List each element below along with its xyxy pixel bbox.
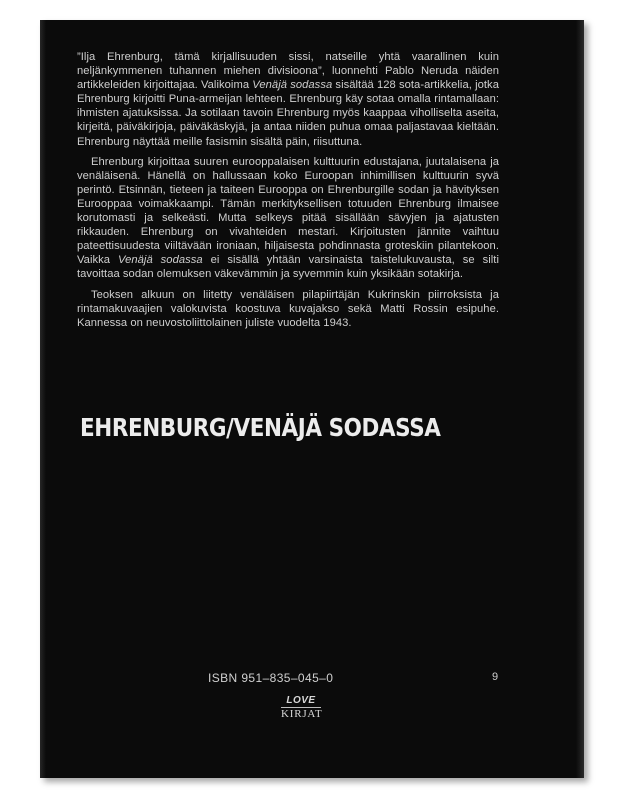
publisher-logo — [281, 696, 321, 722]
cover-left-edge — [40, 20, 46, 778]
blurb-p1-text-a: ”Ilja Ehrenburg, tämä kirjallisuuden sissi, natseille yhtä vaarallinen kuin neljänkymmenen tuhannen miehen divisioona”, luonnehti Pablo Neruda näiden artikkeleiden kirjoittajaa. Valikoima — [77, 51, 499, 92]
blurb-p2-text-a: Ehrenburg kirjoittaa suuren eurooppalaisen kulttuurin edustajana, juutalaisena ja venäläisenä. Hänellä on hallussaan koko Euroopan inhimillisen kulttuurin syvä perintö. Etsinnän, tieteen ja taiteen Eurooppa on Ehrenburgille sodan ja hävityksen Eurooppaa voimakkaampi. Tämän merkityksellisen totuuden Ehrenburg ilmaisee korutomasti ja selkeästi. Mutta selkeys pitää sisällään sävyjen ja ajatusten rikkauden. Ehrenburg on vivahteiden mestari. Kirjoitusten jännite vaihtuu pateettisuudesta viiltävään ironiaan, hiljaisesta pohdinnasta groteskiin pilantekoon. Vaikka — [77, 155, 499, 267]
blurb-p1-text-b: sisältää 128 sota-artikkelia, jotka Ehrenburg kirjoitti Puna-armeijan lehteen. Ehrenburg käy sotaa omalla rintamallaan: ihmisten ajatuksissa. Ja sotilaan tavoin Ehrenburg myös kaappaa viholliselta aseita, kirjeitä, päiväkirjoja, päiväkäskyjä, ja antaa niiden puhua omaa paljastavaa kieltään. Ehrenburg näyttää meille fasismin sisältä päin, riisuttuna. — [77, 79, 499, 148]
cover-right-edge — [576, 20, 584, 778]
publisher-logo-top: LOVE — [281, 696, 321, 708]
price-code: 9 — [492, 671, 499, 683]
blurb-p2-text-b: ei sisällä yhtään varsinaista taistelukuvausta, se silti tavoittaa sodan olemuksen väkevämmin ja syvemmin kuin yksikään sotakirja. — [77, 254, 499, 281]
blurb-p2-book-title: Venäjä sodassa — [118, 254, 203, 267]
blurb-paragraph-3 — [77, 288, 499, 330]
blurb-p3-text: Teoksen alkuun on liitetty venäläisen pilapiirtäjän Kukrinskin piirroksista ja rintamakuvaajien valokuvista koostuva kuvajakso sekä Matti Rossin esipuhe. Kannessa on neuvostoliittolainen juliste vuodelta 1943. — [77, 288, 499, 329]
publisher-logo-bottom: KIRJAT — [281, 708, 323, 720]
blurb-text — [77, 50, 499, 336]
book-title: EHRENBURG/VENÄJÄ SODASSA — [80, 413, 441, 442]
blurb-paragraph-1 — [77, 50, 499, 149]
isbn-number: ISBN 951–835–045–0 — [208, 671, 334, 685]
blurb-p1-book-title: Venäjä sodassa — [252, 79, 333, 92]
blurb-paragraph-2 — [77, 155, 499, 282]
